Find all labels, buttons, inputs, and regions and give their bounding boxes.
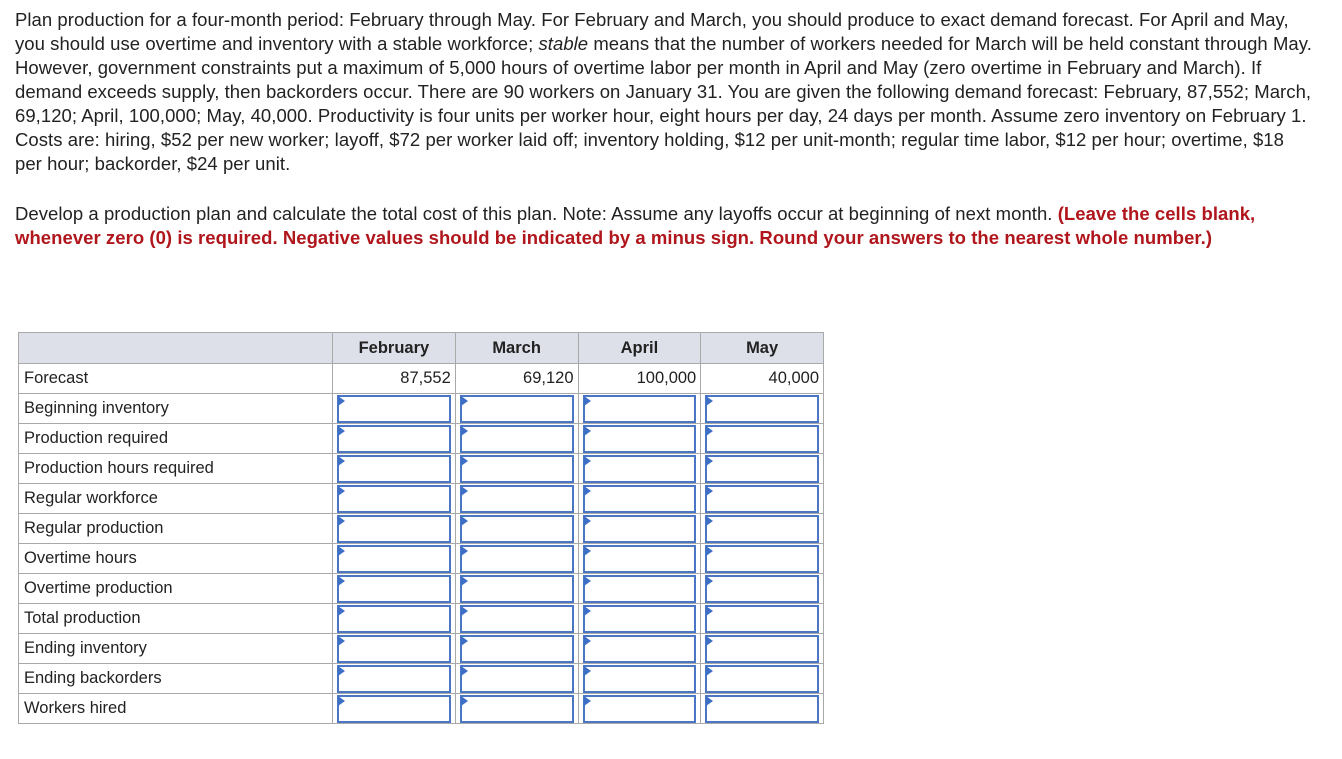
answer-input[interactable] <box>705 695 819 723</box>
production-plan-table <box>18 332 824 724</box>
header-month: February <box>333 333 456 364</box>
row-label: Production required <box>19 424 333 454</box>
forecast-value: 100,000 <box>578 364 701 394</box>
answer-cell <box>578 604 701 634</box>
answer-cell <box>455 454 578 484</box>
answer-cell <box>701 694 824 724</box>
answer-input[interactable] <box>337 605 451 633</box>
answer-input[interactable] <box>583 395 697 423</box>
answer-cell <box>701 484 824 514</box>
row-label: Production hours required <box>19 454 333 484</box>
table-row <box>19 664 824 694</box>
answer-cell <box>455 394 578 424</box>
row-label: Ending inventory <box>19 634 333 664</box>
answer-cell <box>701 664 824 694</box>
header-month: March <box>455 333 578 364</box>
answer-cell <box>701 544 824 574</box>
answer-input[interactable] <box>337 515 451 543</box>
answer-cell <box>578 454 701 484</box>
row-label: Regular workforce <box>19 484 333 514</box>
answer-cell <box>333 544 456 574</box>
answer-input[interactable] <box>337 635 451 663</box>
answer-input[interactable] <box>705 575 819 603</box>
answer-input[interactable] <box>583 455 697 483</box>
answer-input[interactable] <box>337 545 451 573</box>
answer-input[interactable] <box>705 515 819 543</box>
answer-input[interactable] <box>583 485 697 513</box>
answer-cell <box>578 574 701 604</box>
answer-cell <box>578 544 701 574</box>
answer-cell <box>701 604 824 634</box>
answer-input[interactable] <box>583 515 697 543</box>
answer-cell <box>455 604 578 634</box>
problem-text-part2: means that the number of workers needed for March will be held constant through May. However, government constraints put a maximum of 5,000 hours of overtime labor per month in April and May (zero overtime in February and March). If demand exceeds supply, then backorders occur. There are 90 workers on January 31. You are given the following demand forecast: February, 87,552; March, 69,120; April, 100,000; May, 40,000. Productivity is four units per worker hour, eight hours per day, 24 days per month. Assume zero inventory on February 1. Costs are: hiring, $52 per new worker; layoff, $72 per worker laid off; inventory holding, $12 per unit-month; regular time labor, $12 per hour; overtime, $18 per hour; backorder, $24 per unit. <box>15 33 1312 174</box>
answer-cell <box>701 394 824 424</box>
answer-input[interactable] <box>337 455 451 483</box>
table-row <box>19 574 824 604</box>
answer-input[interactable] <box>583 635 697 663</box>
answer-input[interactable] <box>460 605 574 633</box>
answer-cell <box>701 634 824 664</box>
answer-cell <box>701 454 824 484</box>
header-month: April <box>578 333 701 364</box>
row-label: Beginning inventory <box>19 394 333 424</box>
header-blank <box>19 333 333 364</box>
answer-cell <box>578 664 701 694</box>
table-row <box>19 544 824 574</box>
answer-cell <box>455 514 578 544</box>
answer-input[interactable] <box>705 545 819 573</box>
answer-input[interactable] <box>460 545 574 573</box>
answer-input[interactable] <box>460 515 574 543</box>
answer-input[interactable] <box>460 665 574 693</box>
answer-input[interactable] <box>460 395 574 423</box>
answer-input[interactable] <box>705 455 819 483</box>
answer-input[interactable] <box>583 575 697 603</box>
problem-statement <box>15 8 1315 250</box>
table-row <box>19 484 824 514</box>
answer-input[interactable] <box>337 665 451 693</box>
answer-input[interactable] <box>705 485 819 513</box>
row-label: Overtime hours <box>19 544 333 574</box>
answer-cell <box>455 544 578 574</box>
answer-input[interactable] <box>583 425 697 453</box>
table-row <box>19 514 824 544</box>
answer-input[interactable] <box>337 695 451 723</box>
answer-cell <box>578 484 701 514</box>
header-month: May <box>701 333 824 364</box>
table-row <box>19 694 824 724</box>
answer-input[interactable] <box>705 665 819 693</box>
answer-input[interactable] <box>460 635 574 663</box>
answer-input[interactable] <box>705 395 819 423</box>
answer-cell <box>333 514 456 544</box>
answer-input[interactable] <box>460 485 574 513</box>
answer-input[interactable] <box>460 695 574 723</box>
instruction-note: (Leave the cells blank, whenever zero (0) is required. Negative values should be indicated by a minus sign. Round your answers to the nearest whole number.) <box>15 203 1256 248</box>
answer-cell <box>701 574 824 604</box>
answer-cell <box>701 424 824 454</box>
answer-input[interactable] <box>337 395 451 423</box>
row-label: Total production <box>19 604 333 634</box>
answer-input[interactable] <box>583 665 697 693</box>
answer-cell <box>455 484 578 514</box>
answer-cell <box>333 664 456 694</box>
answer-input[interactable] <box>705 425 819 453</box>
answer-input[interactable] <box>583 605 697 633</box>
production-plan-table-wrap <box>18 332 824 759</box>
forecast-value: 40,000 <box>701 364 824 394</box>
forecast-row <box>19 364 824 394</box>
table-row <box>19 634 824 664</box>
answer-cell <box>333 604 456 634</box>
header-row <box>19 333 824 364</box>
answer-cell <box>333 574 456 604</box>
answer-cell <box>701 514 824 544</box>
answer-input[interactable] <box>705 635 819 663</box>
row-label: Regular production <box>19 514 333 544</box>
problem-text <box>15 8 1315 176</box>
answer-input[interactable] <box>460 575 574 603</box>
answer-input[interactable] <box>583 695 697 723</box>
answer-input[interactable] <box>705 605 819 633</box>
answer-cell <box>333 454 456 484</box>
answer-input[interactable] <box>460 455 574 483</box>
answer-input[interactable] <box>337 425 451 453</box>
answer-input[interactable] <box>337 575 451 603</box>
answer-cell <box>455 424 578 454</box>
stable-emphasis: stable <box>538 33 589 54</box>
answer-cell <box>333 634 456 664</box>
row-label: Workers hired <box>19 694 333 724</box>
answer-cell <box>333 394 456 424</box>
table-row <box>19 604 824 634</box>
answer-input[interactable] <box>337 485 451 513</box>
table-row <box>19 424 824 454</box>
instructions <box>15 202 1315 250</box>
answer-input[interactable] <box>460 425 574 453</box>
row-label: Forecast <box>19 364 333 394</box>
answer-cell <box>578 424 701 454</box>
answer-cell <box>578 634 701 664</box>
problem-text-part1: Plan production for a four-month period: February through May. For February and March, you should produce to exact demand forecast. For April and May, you should use overtime and inventory with a stable workforce; <box>15 9 1289 54</box>
answer-input[interactable] <box>583 545 697 573</box>
forecast-value: 69,120 <box>455 364 578 394</box>
answer-cell <box>455 664 578 694</box>
answer-cell <box>578 394 701 424</box>
instruction-text: Develop a production plan and calculate the total cost of this plan. Note: Assume any layoffs occur at beginning of next month. <box>15 203 1058 224</box>
row-label: Overtime production <box>19 574 333 604</box>
row-label: Ending backorders <box>19 664 333 694</box>
answer-cell <box>333 694 456 724</box>
table-row <box>19 454 824 484</box>
answer-cell <box>578 514 701 544</box>
answer-cell <box>333 424 456 454</box>
table-row <box>19 394 824 424</box>
answer-cell <box>333 484 456 514</box>
answer-cell <box>455 694 578 724</box>
answer-cell <box>455 634 578 664</box>
forecast-value: 87,552 <box>333 364 456 394</box>
answer-cell <box>455 574 578 604</box>
answer-cell <box>578 694 701 724</box>
